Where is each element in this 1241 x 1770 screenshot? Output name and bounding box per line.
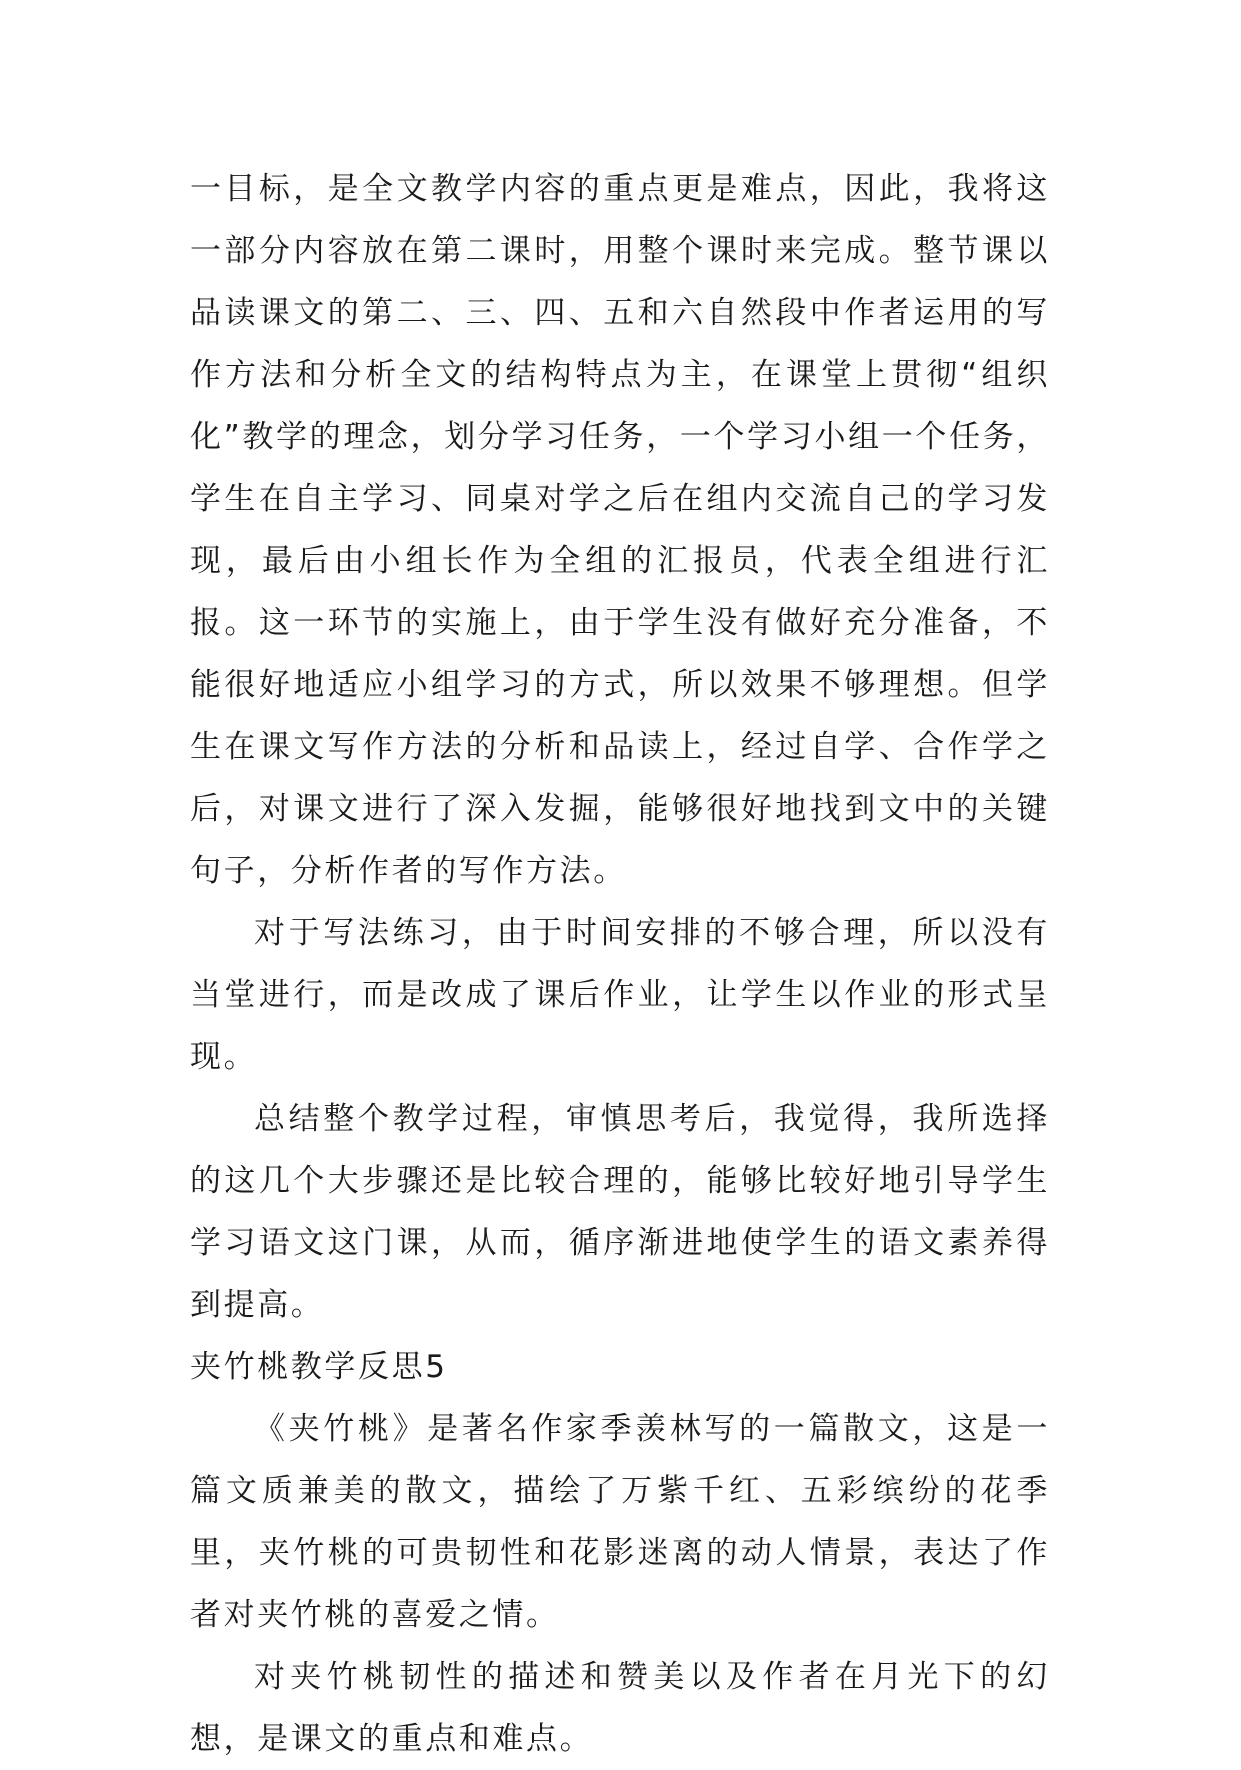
- paragraph: 对夹竹桃韧性的描述和赞美以及作者在月光下的幻想，是课文的重点和难点。: [190, 1659, 1050, 1757]
- paragraph: 总结整个教学过程，审慎思考后，我觉得，我所选择的这几个大步骤还是比较合理的，能够比较好地引导学生学习语文这门课，从而，循序渐进地使学生的语文素养得到提高。: [190, 1101, 1050, 1323]
- section-title: 夹竹桃教学反思5: [190, 1349, 448, 1385]
- paragraph: 一目标，是全文教学内容的重点更是难点，因此，我将这一部分内容放在第二课时，用整个课时来完成。整节课以品读课文的第二、三、四、五和六自然段中作者运用的写作方法和分析全文的结构特点为主，在课堂上贯彻“组织化”教学的理念，划分学习任务，一个学习小组一个任务，学生在自主学习、同桌对学之后在组内交流自己的学习发现，最后由小组长作为全组的汇报员，代表全组进行汇报。这一环节的实施上，由于学生没有做好充分准备，不能很好地适应小组学习的方式，所以效果不够理想。但学生在课文写作方法的分析和品读上，经过自学、合作学之后，对课文进行了深入发掘，能够很好地找到文中的关键句子，分析作者的写作方法。: [190, 171, 1050, 889]
- document-body: [190, 158, 1050, 1770]
- paragraph: 《夹竹桃》是著名作家季羡林写的一篇散文，这是一篇文质兼美的散文，描绘了万紫千红、五彩缤纷的花季里，夹竹桃的可贵韧性和花影迷离的动人情景，表达了作者对夹竹桃的喜爱之情。: [190, 1411, 1050, 1633]
- paragraph: 对于写法练习，由于时间安排的不够合理，所以没有当堂进行，而是改成了课后作业，让学生以作业的形式呈现。: [190, 915, 1050, 1075]
